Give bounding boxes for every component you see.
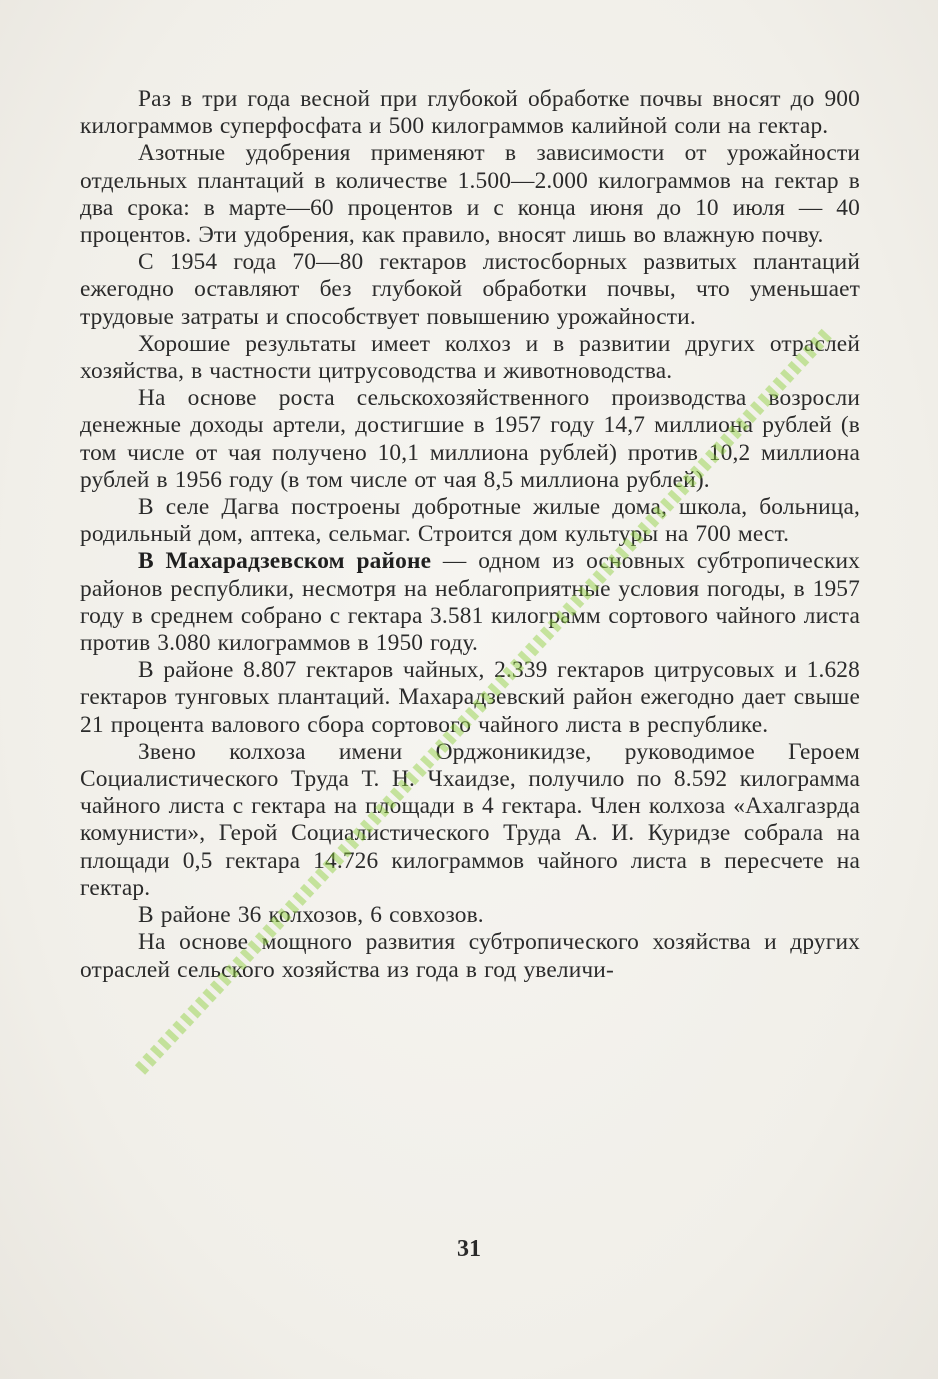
paragraph-ordzhonikidze-team: Звено колхоза имени Орджоникидзе, руководимое Героем Социалистического Труда Т. Н. Чхаидзе, получило по 8.592 килограмма чайного листа с гектара на площади в 4 гектара. Член колхоза «Ахалгазрда комунисти», Герой Социалистического Труда А. И. Куридзе собрала на площади 0,5 гектара 14.726 килограммов чайного листа в пересчете на гектар. <box>80 738 860 901</box>
paragraph-kolkhoz-count: В районе 36 колхозов, 6 совхозов. <box>138 902 484 929</box>
paragraph-dagva-village: В селе Дагва построены добротные жилые дома, школа, больница, родильный дом, аптека, сельмаг. Строится дом культуры на 700 мест. <box>80 494 860 548</box>
page-number: 31 <box>457 1236 481 1262</box>
paragraph-subtropical-development: На основе мощного развития субтропического хозяйства и других отраслей сельского хозяйства из года в год увеличи- <box>80 929 860 983</box>
paragraph-kolkhoz-results: Хорошие результаты имеет колхоз и в развитии других отраслей хозяйства, в частности цитрусоводства и животноводства. <box>80 330 860 385</box>
paragraph-makharadze-district: В Махарадзевском районе — одном из основных субтропических районов республики, несмотря на неблагоприятные условия погоды, в 1957 году в среднем собрано с гектара 3.581 килограмм сортового чайного листа против 3.080 килограммов в 1950 году. <box>80 548 860 657</box>
paragraph-district-plantations: В районе 8.807 гектаров чайных, 2.339 гектаров цитрусовых и 1.628 гектаров тунговых плантаций. Махарадзевский район ежегодно дает свыше 21 процента валового сбора сортового чайного листа в республике. <box>80 657 860 738</box>
paragraph-fertilizer-schedule: Раз в три года весной при глубокой обработке почвы вносят до 900 килограммов суперфосфата и 500 килограммов калийной соли на гектар. <box>80 86 860 140</box>
paragraph-income-growth: На основе роста сельскохозяйственного производства возросли денежные доходы артели, достигшие в 1957 году 14,7 миллиона рублей (в том числе от чая получено 10,1 миллиона рублей) против 10,2 миллиона рублей в 1956 году (в том числе от чая 8,5 миллиона рублей). <box>80 385 860 493</box>
paragraph-plantations-1954: С 1954 года 70—80 гектаров листосборных развитых плантаций ежегодно оставляют без глубокой обработки почвы, что уменьшает трудовые затраты и способствует повышению урожайности. <box>80 249 860 330</box>
bold-district-heading: В Махарадзевском районе <box>138 548 432 575</box>
body-text <box>80 86 860 984</box>
paragraph-nitrogen-fertilizers: Азотные удобрения применяют в зависимости от урожайности отдельных плантаций в количестве 1.500—2.000 килограммов на гектар в два срока: в марте—60 процентов и с конца июня до 10 июля — 40 процентов. Эти удобрения, как правило, вносят лишь во влажную почву. <box>80 140 860 249</box>
